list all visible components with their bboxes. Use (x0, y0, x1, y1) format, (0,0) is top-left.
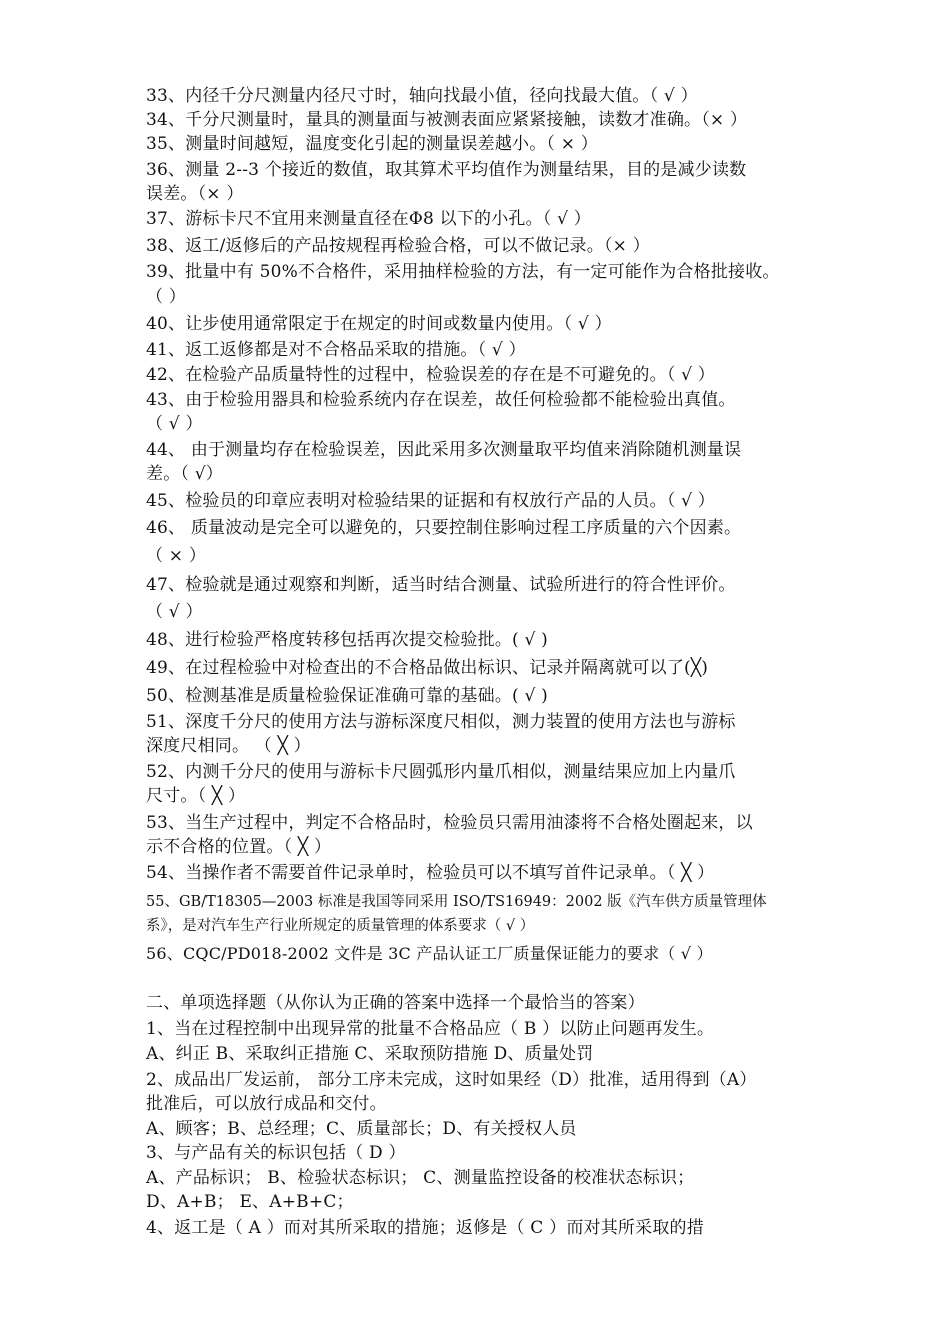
question-47-line-2: （ √ ） (146, 602, 203, 622)
question-47-line-1: 47、检验就是通过观察和判断，适当时结合测量、试验所进行的符合性评价。 (146, 575, 736, 595)
question-39-line-2: （ ） (146, 287, 187, 307)
question-41: 41、返工返修都是对不合格品采取的措施。（ √ ） (146, 340, 526, 360)
choice-question-4: 4、返工是（ A ）而对其所采取的措施；返修是（ C ）而对其所采取的措 (146, 1218, 704, 1238)
choice-question-3: 3、与产品有关的标识包括（ D ） (146, 1143, 406, 1163)
question-56: 56、CQC/PD018-2002 文件是 3C 产品认证工厂质量保证能力的要求（ √ ） (146, 944, 713, 963)
question-40: 40、让步使用通常限定于在规定的时间或数量内使用。（ √ ） (146, 314, 612, 334)
question-48: 48、进行检验严格度转移包括再次提交检验批。( √ ) (146, 630, 548, 650)
question-49: 49、在过程检验中对检查出的不合格品做出标识、记录并隔离就可以了(╳) (146, 658, 709, 678)
choice-question-3-options-line-2: D、A+B； E、A+B+C； (146, 1192, 354, 1212)
question-51-line-1: 51、深度千分尺的使用方法与游标深度尺相似，测力装置的使用方法也与游标 (146, 712, 736, 732)
question-33: 33、内径千分尺测量内径尺寸时，轴向找最小值，径向找最大值。（ √ ） (146, 86, 698, 106)
question-53-line-2: 示不合格的位置。（ ╳ ） (146, 837, 332, 857)
question-39-line-1: 39、批量中有 50%不合格件，采用抽样检验的方法，有一定可能作为合格批接收。 (146, 262, 780, 282)
question-50: 50、检测基准是质量检验保证准确可靠的基础。( √ ) (146, 686, 548, 706)
question-55-line-1: 55、GB/T18305—2003 标准是我国等同采用 ISO/TS16949：2002 版《汽车供方质量管理体 (146, 894, 767, 910)
choice-question-1-options: A、纠正 B、采取纠正措施 C、采取预防措施 D、质量处罚 (146, 1044, 594, 1064)
question-43-line-1: 43、由于检验用器具和检验系统内存在误差，故任何检验都不能检验出真值。 (146, 390, 736, 410)
question-44-line-1: 44、 由于测量均存在检验误差，因此采用多次测量取平均值来消除随机测量误 (146, 440, 742, 460)
question-36-line-1: 36、测量 2--3 个接近的数值，取其算术平均值作为测量结果，目的是减少读数 (146, 160, 747, 180)
choice-question-1: 1、当在过程控制中出现异常的批量不合格品应（ B ）以防止问题再发生。 (146, 1019, 715, 1039)
question-43-line-2: （ √ ） (146, 414, 203, 434)
question-52-line-1: 52、内测千分尺的使用与游标卡尺圆弧形内量爪相似，测量结果应加上内量爪 (146, 762, 736, 782)
question-52-line-2: 尺寸。（ ╳ ） (146, 786, 246, 806)
question-54: 54、当操作者不需要首件记录单时，检验员可以不填写首件记录单。（ ╳ ） (146, 863, 715, 883)
question-46-line-2: （ × ） (146, 546, 207, 566)
question-42: 42、在检验产品质量特性的过程中，检验误差的存在是不可避免的。（ √ ） (146, 365, 715, 385)
question-35: 35、测量时间越短，温度变化引起的测量误差越小。（ × ） (146, 134, 598, 154)
question-51-line-2: 深度尺相同。 （ ╳ ） (146, 736, 311, 756)
question-45: 45、检验员的印章应表明对检验结果的证据和有权放行产品的人员。（ √ ） (146, 491, 715, 511)
choice-question-2-options: A、顾客；B、总经理；C、质量部长；D、有关授权人员 (146, 1119, 577, 1139)
choice-question-2-line-2: 批准后，可以放行成品和交付。 (146, 1094, 387, 1114)
question-37: 37、游标卡尺不宜用来测量直径在Φ8 以下的小孔。（ √ ） (146, 209, 591, 229)
question-44-line-2: 差。（ √） (146, 464, 223, 484)
question-34: 34、千分尺测量时，量具的测量面与被测表面应紧紧接触，读数才准确。（× ） (146, 110, 748, 130)
question-46-line-1: 46、 质量波动是完全可以避免的，只要控制住影响过程工序质量的六个因素。 (146, 518, 742, 538)
section-heading-single-choice: 二、单项选择题（从你认为正确的答案中选择一个最恰当的答案） (146, 993, 645, 1013)
choice-question-3-options-line-1: A、产品标识； B、检验状态标识； C、测量监控设备的校准状态标识； (146, 1168, 695, 1188)
question-36-line-2: 误差。（× ） (146, 184, 244, 204)
question-38: 38、返工/返修后的产品按规程再检验合格，可以不做记录。（× ） (146, 236, 650, 256)
question-53-line-1: 53、当生产过程中，判定不合格品时，检验员只需用油漆将不合格处圈起来，以 (146, 813, 753, 833)
question-55-line-2: 系》，是对汽车生产行业所规定的质量管理的体系要求（ √ ） (146, 918, 535, 934)
choice-question-2-line-1: 2、成品出厂发运前， 部分工序未完成，这时如果经（D）批准，适用得到（A） (146, 1070, 757, 1090)
